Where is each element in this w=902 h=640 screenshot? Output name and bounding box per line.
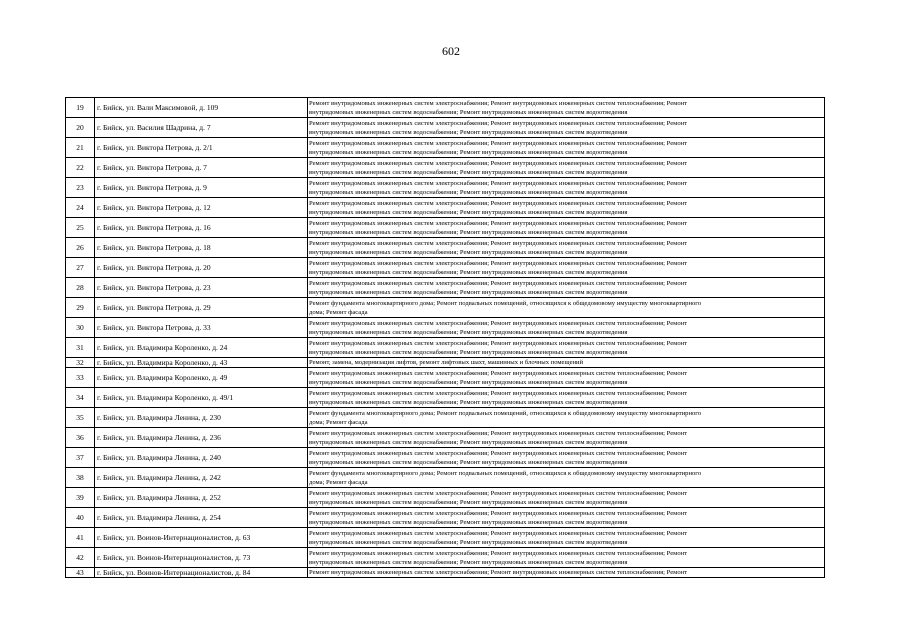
repair-table-body <box>66 98 825 578</box>
table-row <box>66 358 825 368</box>
row-work-types <box>308 508 825 528</box>
row-address: г. Бийск, ул. Виктора Петрова, д. 20 <box>95 258 308 278</box>
row-work-types <box>308 258 825 278</box>
row-address: г. Бийск, ул. Виктора Петрова, д. 23 <box>95 278 308 298</box>
row-number: 20 <box>66 118 95 138</box>
row-address: г. Бийск, ул. Владимира Короленко, д. 49 <box>95 368 308 388</box>
table-row <box>66 118 825 138</box>
row-work-types <box>308 238 825 258</box>
row-address: г. Бийск, ул. Виктора Петрова, д. 2/1 <box>95 138 308 158</box>
work-line: внутридомовых инженерных систем водоснабжения; Ремонт внутридомовых инженерных систем водоотведения <box>309 558 628 566</box>
work-line: внутридомовых инженерных систем водоснабжения; Ремонт внутридомовых инженерных систем водоотведения <box>309 128 628 136</box>
row-work-types <box>308 428 825 448</box>
work-line: Ремонт внутридомовых инженерных систем электроснабжения; Ремонт внутридомовых инженерных систем теплоснабжения; Ремонт <box>309 319 688 327</box>
table-row <box>66 528 825 548</box>
work-line: Ремонт внутридомовых инженерных систем электроснабжения; Ремонт внутридомовых инженерных систем теплоснабжения; Ремонт <box>309 199 688 207</box>
row-address: г. Бийск, ул. Владимира Ленина, д. 254 <box>95 508 308 528</box>
row-number: 31 <box>66 338 95 358</box>
work-line: Ремонт внутридомовых инженерных систем электроснабжения; Ремонт внутридомовых инженерных систем теплоснабжения; Ремонт <box>309 219 688 227</box>
work-line: внутридомовых инженерных систем водоснабжения; Ремонт внутридомовых инженерных систем водоотведения <box>309 288 628 296</box>
repair-table <box>65 97 825 578</box>
work-line: внутридомовых инженерных систем водоснабжения; Ремонт внутридомовых инженерных систем водоотведения <box>309 208 628 216</box>
row-address: г. Бийск, ул. Владимира Ленина, д. 230 <box>95 408 308 428</box>
work-line: внутридомовых инженерных систем водоснабжения; Ремонт внутридомовых инженерных систем водоотведения <box>309 458 628 466</box>
work-line: Ремонт фундамента многоквартирного дома; Ремонт подвальных помещений, относящихся к общедомовому имуществу многоквартирного <box>309 299 702 307</box>
row-work-types <box>308 278 825 298</box>
row-number: 26 <box>66 238 95 258</box>
row-number: 23 <box>66 178 95 198</box>
row-number: 29 <box>66 298 95 318</box>
row-number: 36 <box>66 428 95 448</box>
row-work-types <box>308 528 825 548</box>
row-work-types <box>308 568 825 578</box>
work-line: внутридомовых инженерных систем водоснабжения; Ремонт внутридомовых инженерных систем водоотведения <box>309 398 628 406</box>
table-row <box>66 178 825 198</box>
row-address: г. Бийск, ул. Владимира Ленина, д. 242 <box>95 468 308 488</box>
work-line: Ремонт внутридомовых инженерных систем электроснабжения; Ремонт внутридомовых инженерных систем теплоснабжения; Ремонт <box>309 429 688 437</box>
work-line: Ремонт внутридомовых инженерных систем электроснабжения; Ремонт внутридомовых инженерных систем теплоснабжения; Ремонт <box>309 389 688 397</box>
row-number: 42 <box>66 548 95 568</box>
work-line: Ремонт внутридомовых инженерных систем электроснабжения; Ремонт внутридомовых инженерных систем теплоснабжения; Ремонт <box>309 159 688 167</box>
row-number: 41 <box>66 528 95 548</box>
row-address: г. Бийск, ул. Владимира Короленко, д. 24 <box>95 338 308 358</box>
work-line: Ремонт внутридомовых инженерных систем электроснабжения; Ремонт внутридомовых инженерных систем теплоснабжения; Ремонт <box>309 369 688 377</box>
row-work-types <box>308 448 825 468</box>
table-row <box>66 238 825 258</box>
work-line: внутридомовых инженерных систем водоснабжения; Ремонт внутридомовых инженерных систем водоотведения <box>309 438 628 446</box>
row-number: 25 <box>66 218 95 238</box>
table-row <box>66 198 825 218</box>
table-row <box>66 428 825 448</box>
row-address: г. Бийск, ул. Виктора Петрова, д. 18 <box>95 238 308 258</box>
table-row <box>66 218 825 238</box>
row-work-types <box>308 298 825 318</box>
row-number: 43 <box>66 568 95 578</box>
row-address: г. Бийск, ул. Виктора Петрова, д. 12 <box>95 198 308 218</box>
work-line: дома; Ремонт фасада <box>309 478 368 486</box>
table-row <box>66 388 825 408</box>
table-row <box>66 488 825 508</box>
work-line: внутридомовых инженерных систем водоснабжения; Ремонт внутридомовых инженерных систем водоотведения <box>309 248 628 256</box>
work-line: Ремонт внутридомовых инженерных систем электроснабжения; Ремонт внутридомовых инженерных систем теплоснабжения; Ремонт <box>309 509 688 517</box>
row-number: 19 <box>66 98 95 118</box>
row-address: г. Бийск, ул. Виктора Петрова, д. 33 <box>95 318 308 338</box>
work-line: внутридомовых инженерных систем водоснабжения; Ремонт внутридомовых инженерных систем водоотведения <box>309 538 628 546</box>
work-line: Ремонт, замена, модернизация лифтов, ремонт лифтовых шахт, машинных и блочных помещений <box>309 358 584 366</box>
row-work-types <box>308 138 825 158</box>
work-line: Ремонт внутридомовых инженерных систем электроснабжения; Ремонт внутридомовых инженерных систем теплоснабжения; Ремонт <box>309 489 688 497</box>
work-line: внутридомовых инженерных систем водоснабжения; Ремонт внутридомовых инженерных систем водоотведения <box>309 148 628 156</box>
work-line: внутридомовых инженерных систем водоснабжения; Ремонт внутридомовых инженерных систем водоотведения <box>309 188 628 196</box>
table-row <box>66 278 825 298</box>
work-line: Ремонт внутридомовых инженерных систем электроснабжения; Ремонт внутридомовых инженерных систем теплоснабжения; Ремонт <box>309 549 688 557</box>
row-work-types <box>308 368 825 388</box>
row-work-types <box>308 488 825 508</box>
work-line: Ремонт внутридомовых инженерных систем электроснабжения; Ремонт внутридомовых инженерных систем теплоснабжения; Ремонт <box>309 119 688 127</box>
work-line: Ремонт внутридомовых инженерных систем электроснабжения; Ремонт внутридомовых инженерных систем теплоснабжения; Ремонт <box>309 529 688 537</box>
work-line: внутридомовых инженерных систем водоснабжения; Ремонт внутридомовых инженерных систем водоотведения <box>309 498 628 506</box>
row-number: 33 <box>66 368 95 388</box>
row-address: г. Бийск, ул. Воинов-Интернационалистов, д. 73 <box>95 548 308 568</box>
work-line: Ремонт внутридомовых инженерных систем электроснабжения; Ремонт внутридомовых инженерных систем теплоснабжения; Ремонт <box>309 279 688 287</box>
row-number: 21 <box>66 138 95 158</box>
table-row <box>66 408 825 428</box>
table-row <box>66 298 825 318</box>
row-address: г. Бийск, ул. Воинов-Интернационалистов, д. 84 <box>95 568 308 578</box>
work-line: внутридомовых инженерных систем водоснабжения; Ремонт внутридомовых инженерных систем водоотведения <box>309 518 628 526</box>
work-line: Ремонт внутридомовых инженерных систем электроснабжения; Ремонт внутридомовых инженерных систем теплоснабжения; Ремонт <box>309 139 688 147</box>
work-line: внутридомовых инженерных систем водоснабжения; Ремонт внутридомовых инженерных систем водоотведения <box>309 228 628 236</box>
work-line: внутридомовых инженерных систем водоснабжения; Ремонт внутридомовых инженерных систем водоотведения <box>309 348 628 356</box>
table-row <box>66 468 825 488</box>
row-address: г. Бийск, ул. Вали Максимовой, д. 109 <box>95 98 308 118</box>
row-number: 34 <box>66 388 95 408</box>
row-number: 32 <box>66 358 95 368</box>
table-row <box>66 318 825 338</box>
row-work-types <box>308 388 825 408</box>
row-work-types <box>308 98 825 118</box>
row-work-types <box>308 548 825 568</box>
row-work-types <box>308 198 825 218</box>
row-work-types <box>308 118 825 138</box>
row-work-types <box>308 338 825 358</box>
row-work-types <box>308 408 825 428</box>
row-work-types <box>308 158 825 178</box>
row-work-types <box>308 218 825 238</box>
row-number: 40 <box>66 508 95 528</box>
table-row <box>66 138 825 158</box>
row-number: 30 <box>66 318 95 338</box>
row-address: г. Бийск, ул. Василия Шадрина, д. 7 <box>95 118 308 138</box>
page-number: 602 <box>442 44 460 58</box>
row-work-types <box>308 358 825 368</box>
row-address: г. Бийск, ул. Владимира Ленина, д. 252 <box>95 488 308 508</box>
row-number: 35 <box>66 408 95 428</box>
work-line: внутридомовых инженерных систем водоснабжения; Ремонт внутридомовых инженерных систем водоотведения <box>309 168 628 176</box>
work-line: Ремонт внутридомовых инженерных систем электроснабжения; Ремонт внутридомовых инженерных систем теплоснабжения; Ремонт <box>309 239 688 247</box>
row-work-types <box>308 178 825 198</box>
row-number: 37 <box>66 448 95 468</box>
row-address: г. Бийск, ул. Владимира Ленина, д. 236 <box>95 428 308 448</box>
table-row <box>66 548 825 568</box>
table-row <box>66 568 825 578</box>
row-address: г. Бийск, ул. Владимира Ленина, д. 240 <box>95 448 308 468</box>
work-line: дома; Ремонт фасада <box>309 308 368 316</box>
row-work-types <box>308 468 825 488</box>
work-line: внутридомовых инженерных систем водоснабжения; Ремонт внутридомовых инженерных систем водоотведения <box>309 328 628 336</box>
table-row <box>66 338 825 358</box>
row-number: 27 <box>66 258 95 278</box>
row-address: г. Бийск, ул. Виктора Петрова, д. 7 <box>95 158 308 178</box>
row-number: 39 <box>66 488 95 508</box>
table-row <box>66 368 825 388</box>
row-number: 28 <box>66 278 95 298</box>
work-line: Ремонт внутридомовых инженерных систем электроснабжения; Ремонт внутридомовых инженерных систем теплоснабжения; Ремонт <box>309 568 688 576</box>
table-row <box>66 158 825 178</box>
row-address: г. Бийск, ул. Владимира Короленко, д. 43 <box>95 358 308 368</box>
work-line: Ремонт фундамента многоквартирного дома; Ремонт подвальных помещений, относящихся к общедомовому имуществу многоквартирного <box>309 409 702 417</box>
row-address: г. Бийск, ул. Виктора Петрова, д. 16 <box>95 218 308 238</box>
work-line: дома; Ремонт фасада <box>309 418 368 426</box>
row-address: г. Бийск, ул. Виктора Петрова, д. 9 <box>95 178 308 198</box>
work-line: Ремонт внутридомовых инженерных систем электроснабжения; Ремонт внутридомовых инженерных систем теплоснабжения; Ремонт <box>309 449 688 457</box>
table-row <box>66 448 825 468</box>
row-number: 38 <box>66 468 95 488</box>
row-address: г. Бийск, ул. Воинов-Интернационалистов, д. 63 <box>95 528 308 548</box>
row-number: 22 <box>66 158 95 178</box>
work-line: Ремонт внутридомовых инженерных систем электроснабжения; Ремонт внутридомовых инженерных систем теплоснабжения; Ремонт <box>309 259 688 267</box>
work-line: Ремонт внутридомовых инженерных систем электроснабжения; Ремонт внутридомовых инженерных систем теплоснабжения; Ремонт <box>309 339 688 347</box>
table-row <box>66 98 825 118</box>
work-line: внутридомовых инженерных систем водоснабжения; Ремонт внутридомовых инженерных систем водоотведения <box>309 378 628 386</box>
row-address: г. Бийск, ул. Владимира Короленко, д. 49/1 <box>95 388 308 408</box>
work-line: внутридомовых инженерных систем водоснабжения; Ремонт внутридомовых инженерных систем водоотведения <box>309 268 628 276</box>
row-work-types <box>308 318 825 338</box>
table-row <box>66 258 825 278</box>
work-line: Ремонт фундамента многоквартирного дома; Ремонт подвальных помещений, относящихся к общедомовому имуществу многоквартирного <box>309 469 702 477</box>
work-line: Ремонт внутридомовых инженерных систем электроснабжения; Ремонт внутридомовых инженерных систем теплоснабжения; Ремонт <box>309 179 688 187</box>
work-line: Ремонт внутридомовых инженерных систем электроснабжения; Ремонт внутридомовых инженерных систем теплоснабжения; Ремонт <box>309 99 688 107</box>
work-line: внутридомовых инженерных систем водоснабжения; Ремонт внутридомовых инженерных систем водоотведения <box>309 108 628 116</box>
row-address: г. Бийск, ул. Виктора Петрова, д. 29 <box>95 298 308 318</box>
table-row <box>66 508 825 528</box>
row-number: 24 <box>66 198 95 218</box>
